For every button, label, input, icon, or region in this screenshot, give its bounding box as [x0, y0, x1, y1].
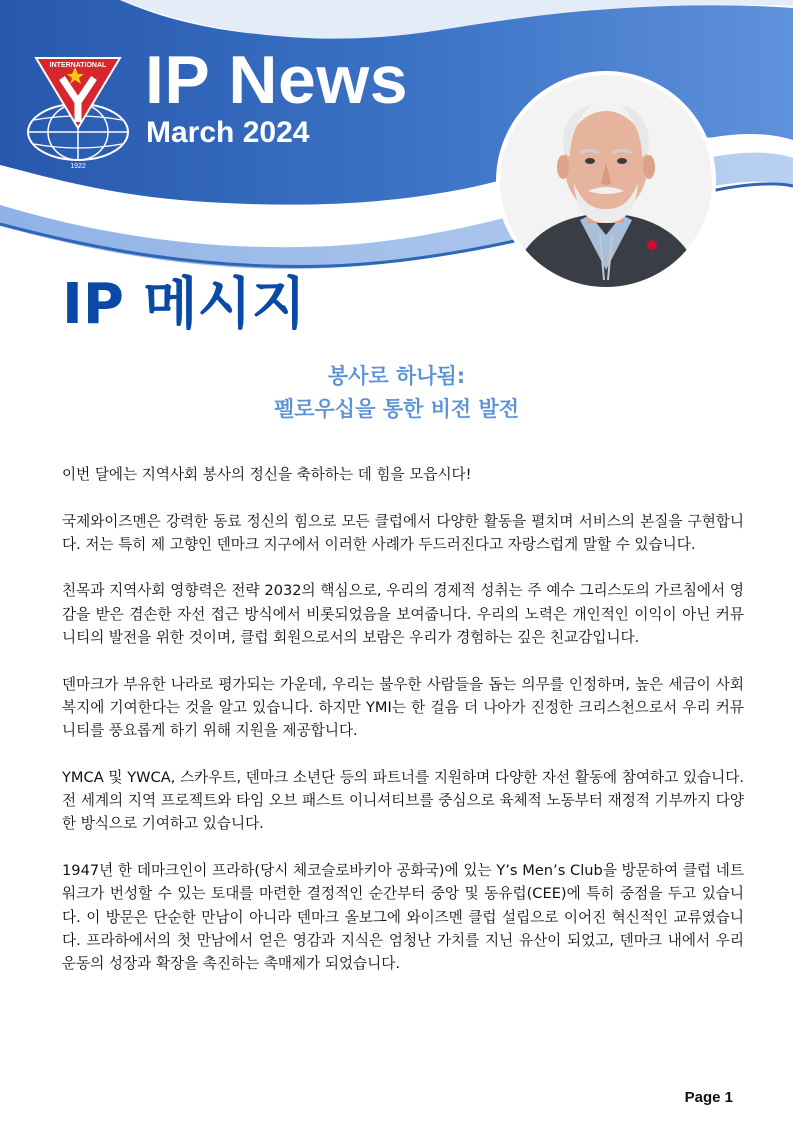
page-number: Page 1 — [684, 1089, 733, 1106]
section-heading: IP 메시지 — [62, 272, 306, 337]
president-portrait — [500, 75, 712, 287]
ys-men-international-logo — [22, 52, 134, 174]
paragraph: YMCA 및 YWCA, 스카우트, 덴마크 소년단 등의 파트너를 지원하며 다양한 자선 활동에 참여하고 있습니다. 전 세계의 지역 프로젝트와 타임 오브 패스트 이니셔티브를 중심으로 육체적 노동부터 재정적 기부까지 다양한 방식으로 기여하고 있습니다. — [62, 768, 744, 833]
issue-date: March 2024 — [146, 116, 310, 149]
paragraph: 국제와이즈멘은 강력한 동료 정신의 힘으로 모든 클럽에서 다양한 활동을 펼치며 서비스의 본질을 구현합니다. 저는 특히 제 고향인 덴마크 지구에서 이러한 사례가 두드러진다고 자랑스럽게 말할 수 있습니다. — [62, 512, 744, 553]
paragraph: 이번 달에는 지역사회 봉사의 정신을 축하하는 데 힘을 모읍시다! — [62, 466, 472, 483]
newsletter-title: IP News — [145, 42, 409, 118]
article-title — [120, 360, 673, 426]
paragraph: 친목과 지역사회 영향력은 전략 2032의 핵심으로, 우리의 경제적 성취는 주 예수 그리스도의 가르침에서 영감을 받은 겸손한 자선 접근 방식에서 비롯되었음을 보여줍니다. 우리의 노력은 개인적인 이익이 아닌 커뮤니티의 발전을 위한 것이며, 클럽 회원으로서의 보람은 우리가 경험하는 깊은 친교감입니다. — [62, 582, 744, 647]
svg-text:INTERNATIONAL: INTERNATIONAL — [49, 62, 107, 69]
portrait-illustration — [500, 75, 712, 287]
paragraph: 덴마크가 부유한 나라로 평가되는 가운데, 우리는 불우한 사람들을 돕는 의무를 인정하며, 높은 세금이 사회 복지에 기여한다는 것을 알고 있습니다. 하지만 YMI는 한 걸음 더 나아가 진정한 크리스천으로서 우리 커뮤니티를 풍요롭게 하기 위해 지원을 제공합니다. — [62, 675, 744, 740]
article-body — [62, 463, 744, 999]
svg-text:1922: 1922 — [70, 163, 86, 170]
paragraph: 1947년 한 데마크인이 프라하(당시 체코슬로바키아 공화국)에 있는 Y’s Men’s Club을 방문하여 클럽 네트워크가 번성할 수 있는 토대를 마련한 결정적인 순간부터 중앙 및 동유럽(CEE)에 특히 중점을 두고 있습니다. 이 방문은 단순한 만남이 아니라 덴마크 올보그에 와이즈멘 클럽 설립으로 이어진 혁신적인 교류였습니다. 프라하에서의 첫 만남에서 얻은 영감과 지식은 엄청난 가치를 지닌 유산이 되었고, 덴마크 내에서 우리 운동의 성장과 확장을 촉진하는 촉매제가 되었습니다. — [62, 862, 744, 973]
article-title-line-1: 봉사로 하나됨: — [327, 364, 466, 388]
article-title-line-2: 펠로우십을 통한 비전 발전 — [273, 397, 520, 421]
